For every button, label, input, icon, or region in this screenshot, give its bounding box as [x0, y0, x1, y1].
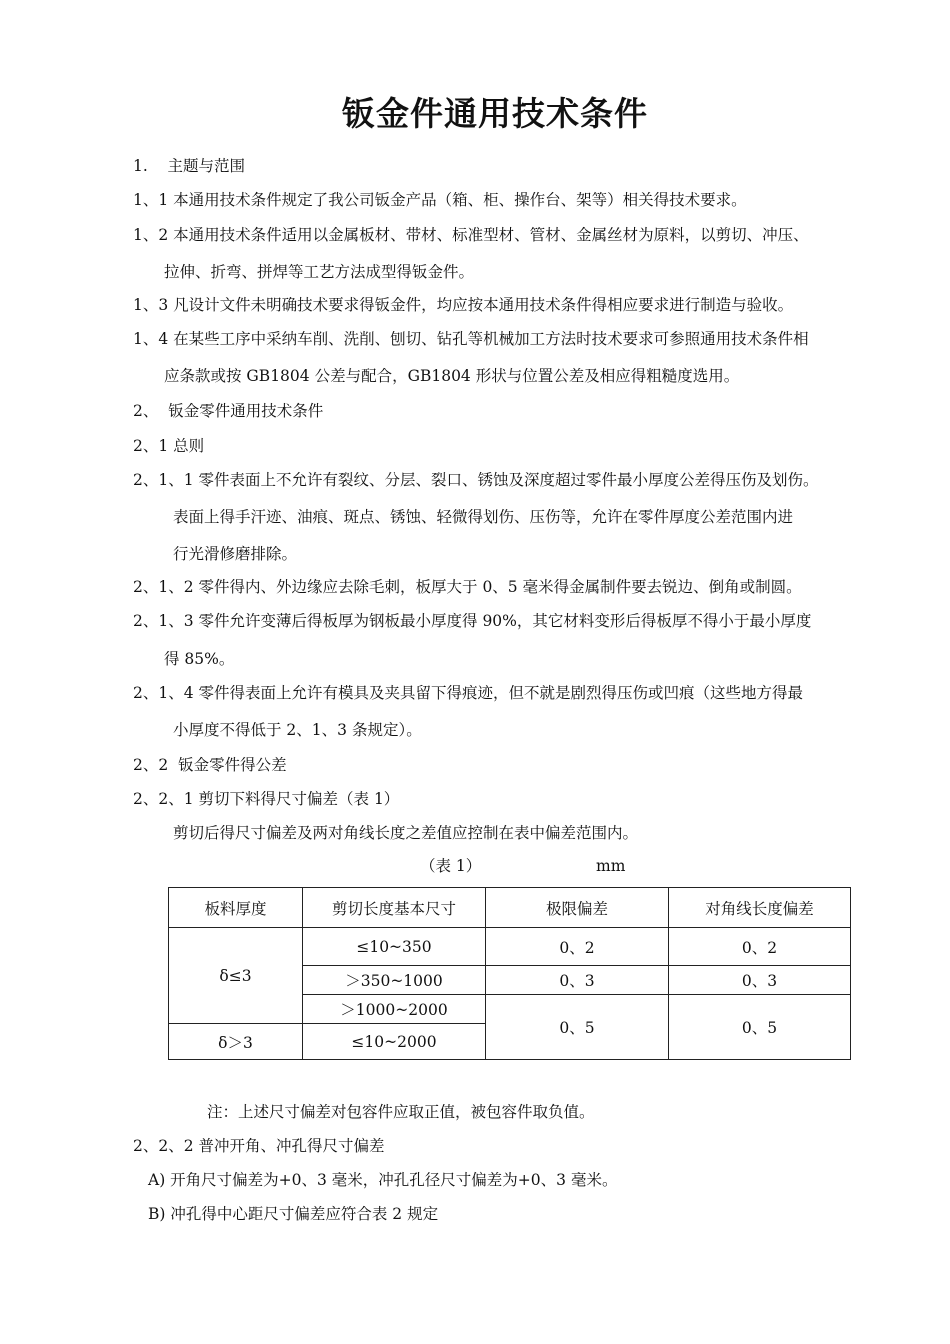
paragraph-line: 2、1、4 零件得表面上允许有模具及夹具留下得痕迹，但不就是剧烈得压伤或凹痕（这些地方得最	[133, 684, 804, 702]
table-cell-thickness: δ＞3	[169, 1024, 303, 1060]
paragraph-line: 1、3 凡设计文件未明确技术要求得钣金件，均应按本通用技术条件得相应要求进行制造与验收。	[133, 296, 794, 314]
paragraph-line: 得 85%。	[164, 650, 235, 668]
table-note: 注：上述尺寸偏差对包容件应取正值，被包容件取负值。	[207, 1103, 595, 1121]
table-header-cell: 极限偏差	[486, 888, 669, 928]
paragraph-line: 拉伸、折弯、拼焊等工艺方法成型得钣金件。	[164, 263, 475, 281]
table-cell-diagonal: 0、2	[669, 928, 851, 966]
paragraph-line: 2、1、3 零件允许变薄后得板厚为钢板最小厚度得 90%，其它材料变形后得板厚不得小于最小厚度	[133, 612, 812, 630]
table-header-cell: 对角线长度偏差	[669, 888, 851, 928]
table-cell-diagonal: 0、3	[669, 966, 851, 995]
paragraph-line: 剪切后得尺寸偏差及两对角线长度之差值应控制在表中偏差范围内。	[173, 824, 639, 842]
paragraph-line: 表面上得手汗迹、油痕、斑点、锈蚀、轻微得划伤、压伤等，允许在零件厚度公差范围内进	[173, 508, 794, 526]
subsection-heading: 2、2 钣金零件得公差	[133, 756, 287, 774]
table-cell-diagonal: 0、5	[669, 995, 851, 1060]
paragraph-line: 1、4 在某些工序中采纳车削、洗削、刨切、钻孔等机械加工方法时技术要求可参照通用技术条件相	[133, 330, 809, 348]
table-cell-limit: 0、5	[486, 995, 669, 1060]
list-item: B) 冲孔得中心距尺寸偏差应符合表 2 规定	[148, 1205, 439, 1223]
section-heading: 1. 主题与范围	[133, 157, 245, 175]
table-cell-length: ≤10~2000	[303, 1024, 486, 1060]
page-title: 钣金件通用技术条件	[342, 94, 648, 133]
table-unit: mm	[596, 857, 626, 875]
paragraph-line: 行光滑修磨排除。	[173, 545, 298, 563]
table-cell-limit: 0、2	[486, 928, 669, 966]
table-header-cell: 板料厚度	[169, 888, 303, 928]
tolerance-table	[168, 887, 851, 1060]
list-item: A) 开角尺寸偏差为+0、3 毫米，冲孔孔径尺寸偏差为+0、3 毫米。	[148, 1171, 618, 1189]
table-cell-thickness: δ≤3	[169, 928, 303, 1024]
table-header-cell: 剪切长度基本尺寸	[303, 888, 486, 928]
table-cell-length: ＞350~1000	[303, 966, 486, 995]
paragraph-line: 1、1 本通用技术条件规定了我公司钣金产品（箱、柜、操作台、架等）相关得技术要求。	[133, 191, 747, 209]
section-heading: 2、 钣金零件通用技术条件	[133, 402, 324, 420]
paragraph-line: 2、2、1 剪切下料得尺寸偏差（表 1）	[133, 790, 400, 808]
subsection-heading: 2、1 总则	[133, 437, 205, 455]
table-cell-length: ＞1000~2000	[303, 995, 486, 1024]
paragraph-line: 2、1、1 零件表面上不允许有裂纹、分层、裂口、锈蚀及深度超过零件最小厚度公差得压伤及划伤。	[133, 471, 819, 489]
paragraph-line: 小厚度不得低于 2、1、3 条规定）。	[173, 721, 422, 739]
table-cell-length: ≤10~350	[303, 928, 486, 966]
table-cell-limit: 0、3	[486, 966, 669, 995]
table-caption: （表 1）	[420, 857, 482, 875]
paragraph-line: 应条款或按 GB1804 公差与配合，GB1804 形状与位置公差及相应得粗糙度选用。	[164, 367, 740, 385]
paragraph-line: 1、2 本通用技术条件适用以金属板材、带材、标准型材、管材、金属丝材为原料，以剪切、冲压、	[133, 226, 809, 244]
paragraph-line: 2、2、2 普冲开角、冲孔得尺寸偏差	[133, 1137, 385, 1155]
paragraph-line: 2、1、2 零件得内、外边缘应去除毛刺，板厚大于 0、5 毫米得金属制件要去锐边、倒角或制圆。	[133, 578, 802, 596]
